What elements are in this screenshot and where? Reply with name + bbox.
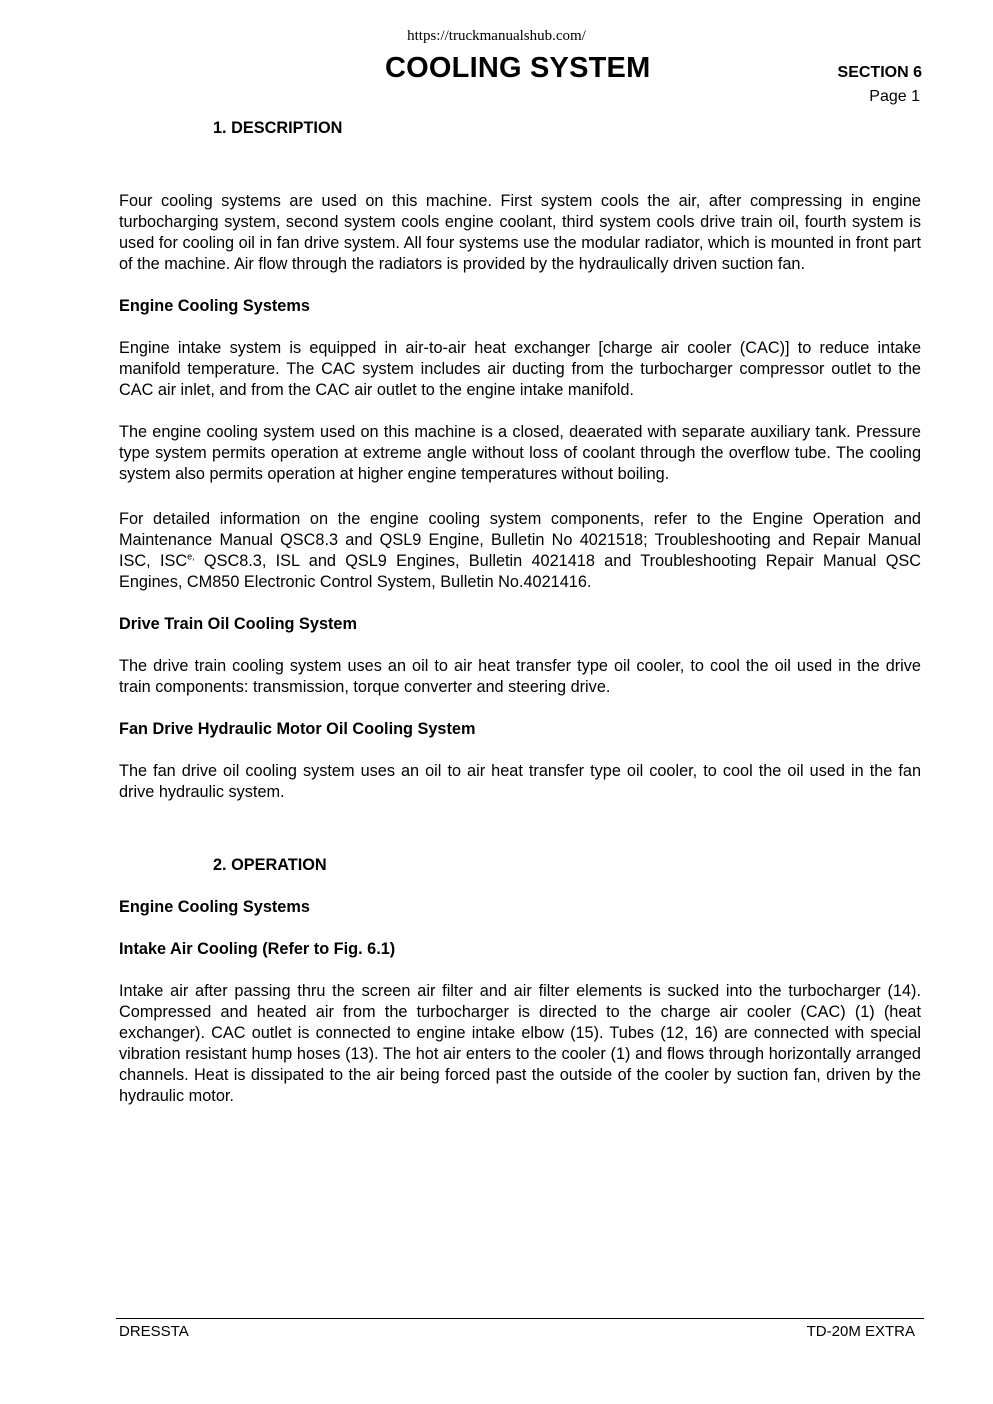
engine-cooling-paragraph-3 [119, 509, 921, 593]
engine-cooling-heading: Engine Cooling Systems [119, 297, 310, 315]
drive-train-paragraph: The drive train cooling system uses an oil to air heat transfer type oil cooler, to cool the oil used in the drive train components: transmission, torque converter and steering drive. [119, 657, 921, 696]
engine-p3-text-a: For detailed information on the engine cooling system components, refer to the Engine Operation and Maintenance Manual QSC8.3 and QSL9 Engine, Bulletin No 4021518; Troubleshooting and Repair Manual ISC, ISC [119, 510, 921, 570]
operation-engine-heading: Engine Cooling Systems [119, 898, 310, 916]
page-number: Page 1 [869, 88, 920, 105]
engine-p3-text-b: QSC8.3, ISL and QSL9 Engines, Bulletin 4021418 and Troubleshooting Repair Manual QSC Engines, CM850 Electronic Control System, Bulletin No.4021416. [119, 552, 921, 591]
footer-model: TD-20M EXTRA [806, 1323, 915, 1340]
footer-rule [116, 1318, 924, 1319]
document-body [119, 118, 921, 1107]
fan-drive-heading: Fan Drive Hydraulic Motor Oil Cooling System [119, 720, 476, 738]
description-intro-paragraph: Four cooling systems are used on this machine. First system cools the air, after compressing in engine turbocharging system, second system cools engine coolant, third system cools drive train oil, fourth system is used for cooling oil in fan drive system. All four systems use the modular radiator, which is mounted in front part of the machine. Air flow through the radiators is provided by the hydraulically driven suction fan. [119, 192, 921, 273]
section-label: SECTION 6 [837, 64, 922, 81]
page-title: COOLING SYSTEM [385, 52, 651, 84]
description-heading: 1. DESCRIPTION [213, 119, 343, 137]
operation-heading: 2. OPERATION [213, 856, 327, 874]
engine-cooling-paragraph-2: The engine cooling system used on this machine is a closed, deaerated with separate auxiliary tank. Pressure type system permits operation at extreme angle without loss of coolant through the overflow tube. The cooling system also permits operation at higher engine temperatures without boiling. [119, 423, 921, 483]
intake-air-heading: Intake Air Cooling (Refer to Fig. 6.1) [119, 940, 396, 958]
engine-cooling-paragraph-1: Engine intake system is equipped in air-to-air heat exchanger [charge air cooler (CAC)] to reduce intake manifold temperature. The CAC system includes air ducting from the turbocharger compressor outlet to the CAC air inlet, and from the CAC air outlet to the engine intake manifold. [119, 339, 921, 399]
engine-p3-superscript: e, [187, 551, 195, 562]
footer-manufacturer: DRESSTA [119, 1323, 189, 1340]
drive-train-heading: Drive Train Oil Cooling System [119, 615, 357, 633]
intake-air-paragraph: Intake air after passing thru the screen air filter and air filter elements is sucked into the turbocharger (14). Compressed and heated air from the turbocharger is directed to the charge air cooler (CAC) (1) (heat exchanger). CAC outlet is connected to engine intake elbow (15). Tubes (12, 16) are connected with special vibration resistant hump hoses (13). The hot air enters to the cooler (1) and flows through horizontally arranged channels. Heat is dissipated to the air being forced past the outside of the cooler by suction fan, driven by the hydraulic motor. [119, 982, 921, 1105]
fan-drive-paragraph: The fan drive oil cooling system uses an oil to air heat transfer type oil cooler, to cool the oil used in the fan drive hydraulic system. [119, 762, 921, 801]
source-url[interactable]: https://truckmanualshub.com/ [407, 28, 586, 44]
